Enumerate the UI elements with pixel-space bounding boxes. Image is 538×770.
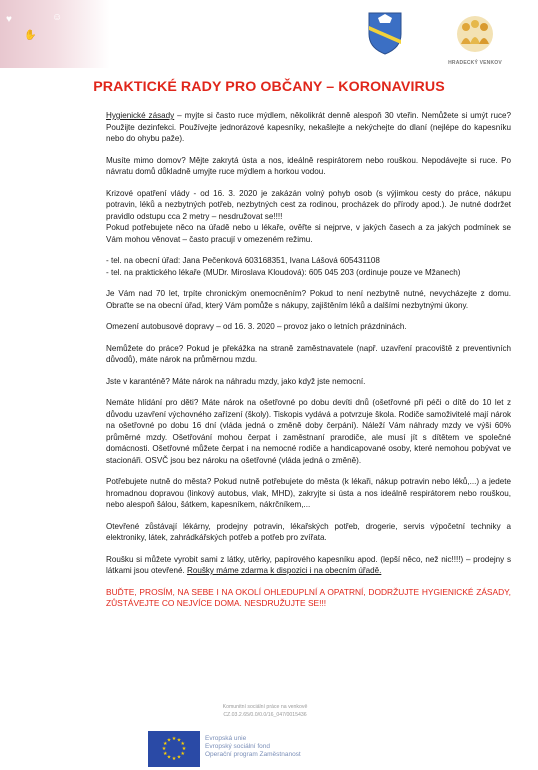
partner-logo-text: HRADECKÝ VENKOV	[448, 60, 502, 66]
masks-text: Roušku si můžete vyrobit sami z látky, utěrky, papírového kapesníku apod. (lepší něco, než nic!!!!) – prodejny s látkami jsou otevřené.	[106, 554, 511, 575]
svg-text:★: ★	[161, 746, 167, 752]
contact-line-doctor: - tel. na praktického lékaře (MUDr. Miroslava Kloudová): 605 045 203 (ordinuje pouze ve Mžanech)	[106, 267, 461, 277]
eu-line-1: Evropská unie	[205, 735, 247, 742]
svg-text:★: ★	[171, 756, 177, 762]
svg-text:★: ★	[163, 751, 168, 757]
svg-text:★: ★	[166, 737, 172, 744]
heart-icon: ♥	[6, 14, 12, 25]
project-info	[190, 704, 340, 719]
warning-paragraph: BUĎTE, PROSÍM, NA SEBE I NA OKOLÍ OHLEDUPLNÍ A OPATRNÍ, DODRŽUJTE HYGIENICKÉ ZÁSADY, ZŮSTÁVEJTE CO NEJVÍCE DOMA. NESDRUŽUJTE SE!!!	[106, 586, 511, 608]
svg-text:★: ★	[171, 736, 177, 742]
outside-paragraph: Musíte mimo domov? Mějte zakrytá ústa a nos, ideálně respirátorem nebo rouškou. Nepodávejte si ruce. Po návratu domů důkladně umyjte ruce mýdlem a horkou vodou.	[106, 155, 511, 176]
coat-of-arms-icon	[366, 10, 404, 56]
svg-text:★: ★	[176, 754, 182, 761]
hygiene-text: – myjte si často ruce mýdlem, několikrát denně alespoň 30 vteřin. Nemůžete si umýt ruce? Použijte dezinfekci. Používejte jednorázové kapesníky, nekašlejte a nekýchejte do dlaní (nejlépe do kapesníku nebo do ohybu paže).	[106, 111, 511, 143]
project-line-1: Komunitní sociální práce na venkově	[222, 704, 308, 710]
hygiene-paragraph	[106, 110, 511, 145]
svg-text:★: ★	[181, 746, 187, 752]
crisis-paragraph: Krizové opatření vlády - od 16. 3. 2020 je zakázán volný pohyb osob (s výjimkou cesty do práce, nákupu potravin, léků a nezbytných potřeb, nezbytných cest za rodinou, procházek do přírody apod.). Je nutné dodržet pravidlo odstupu cca 2 metry – nesdružovat se!!!!	[106, 188, 511, 221]
eu-funding-text	[205, 735, 301, 759]
hygiene-label: Hygienické zásady	[106, 111, 175, 120]
hand-icon: ✋	[24, 30, 37, 41]
page-title: PRAKTICKÉ RADY PRO OBČANY – KORONAVIRUS	[93, 79, 445, 95]
work-paragraph: Nemůžete do práce? Pokud je překážka na straně zaměstnavatele (např. uzavření pracoviště z preventivních důvodů), máte nárok na průměrnou mzdu.	[106, 343, 511, 364]
office-paragraph: Pokud potřebujete něco na úřadě nebo u lékaře, ověřte si nejprve, v jakých časech a za jakých podmínek se Vám mohou věnovat – často pracují v omezeném režimu.	[106, 223, 511, 244]
svg-text:★: ★	[176, 737, 182, 744]
eu-flag-icon	[148, 731, 200, 767]
people-circle-icon	[453, 14, 497, 54]
open-shops-paragraph: Otevřené zůstávají lékárny, prodejny potravin, lékařských potřeb, drogerie, servis výpočetní techniky a elektroniky, látek, zahrádkářských potřeb a potřeb pro zvířata.	[106, 521, 511, 542]
svg-text:★: ★	[180, 751, 185, 757]
masks-paragraph	[106, 554, 511, 577]
document-body	[106, 110, 511, 620]
eu-line-3: Operační program Zaměstnanost	[205, 751, 301, 758]
header-decoration-band	[0, 0, 110, 68]
svg-text:★: ★	[166, 754, 172, 761]
quarantine-paragraph: Jste v karanténě? Máte nárok na náhradu mzdy, jako když jste nemocní.	[106, 376, 366, 386]
project-line-2: CZ.03.2.65/0.0/0.0/16_047/0015436	[223, 711, 307, 718]
svg-text:★: ★	[163, 741, 168, 747]
bus-paragraph: Omezení autobusové dopravy – od 16. 3. 2020 – provoz jako o letních prázdninách.	[106, 322, 407, 331]
childcare-paragraph: Nemáte hlídání pro děti? Máte nárok na ošetřovné po dobu devíti dnů (ošetřovné při péči o dítě do 10 let z důvodu uzavření výchovného zařízení (školy). Tiskopis vydává a potvrzuje škola. Rodiče samoživitelé mají nárok na ošetřovné po dobu 16 dní (vláda jedná o změně doby čerpání). Náleží Vám náhrady mzdy ve výši 60% průměrné mzdy. Ošetřování mohou čerpat i zaměstnaní prarodiče, ale musí jít s dítětem ve společné domácnosti. Ošetřovné můžete čerpat i na nemocné rodiče a handicapované osoby, které nemohou pobývat ve stacionáři. OSVČ jsou bez nároku na ošetřovné (vláda jedná o změně).	[106, 398, 511, 465]
hradecky-venkov-logo	[440, 14, 510, 66]
masks-link: Roušky máme zdarma k dispozici i na obecním úřadě.	[186, 566, 382, 575]
eu-line-2: Evropský sociální fond	[205, 743, 271, 750]
travel-paragraph: Potřebujete nutně do města? Pokud nutně potřebujete do města (k lékaři, nákup potravin nebo léků,...) a jedete hromadnou dopravou (linkový autobus, vlak, MHD), zakryjte si ústa a nos ideálně respirátorem nebo rouškou, nebo alespoň šálou, šátkem, kapesníkem, nákrčníkem,...	[106, 477, 511, 509]
seniors-paragraph: Je Vám nad 70 let, trpíte chronickým onemocněním? Pokud to není nezbytně nutné, nevycházejte z domu. Obraťte se na obecní úřad, který Vám pomůže s nákupy, zajištěním léků a dalšími nezbytnými úkony.	[106, 289, 511, 310]
svg-text:★: ★	[180, 741, 185, 747]
contact-line-office: - tel. na obecní úřad: Jana Pečenková 603168351, Ivana Lášová 605431108	[106, 256, 380, 265]
people-icon: ☺	[52, 12, 63, 23]
